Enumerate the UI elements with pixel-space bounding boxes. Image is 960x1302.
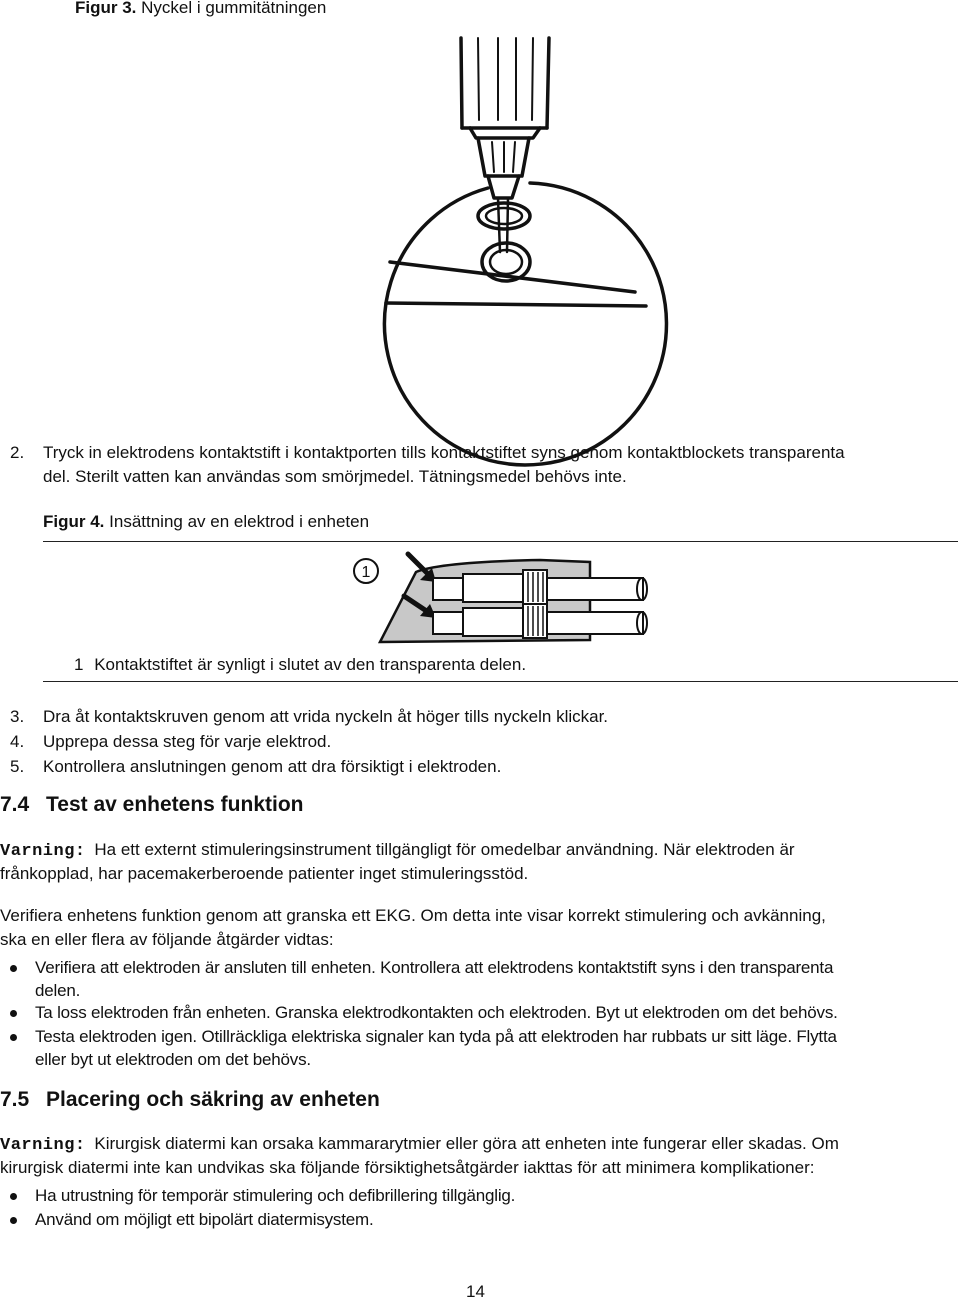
step-5 bbox=[10, 755, 950, 780]
bullet-dot-icon bbox=[10, 1217, 17, 1224]
bullet-item bbox=[0, 1025, 960, 1071]
paragraph-line-2: ska en eller flera av följande åtgärder vidtas: bbox=[0, 930, 334, 949]
steps-list bbox=[10, 705, 950, 780]
warning-line-2: kirurgisk diatermi inte kan undvikas ska följande försiktighetsåtgärder iakttas för att minimera komplikationer: bbox=[0, 1158, 815, 1177]
bullet-item bbox=[0, 1208, 960, 1231]
figure-4-electrode-illustration bbox=[0, 540, 960, 660]
step-2-number: 2. bbox=[10, 443, 25, 462]
section-7-5-heading bbox=[0, 1087, 380, 1113]
warning-line-1: Ha ett externt stimuleringsinstrument tillgängligt för omedelbar användning. När elektroden är bbox=[94, 840, 795, 859]
figure-3-key-illustration bbox=[0, 0, 960, 420]
section-7-4-paragraph-2 bbox=[0, 928, 334, 952]
bullet-line-2: eller byt ut elektroden om det behövs. bbox=[35, 1050, 311, 1069]
section-7-4-warning bbox=[0, 838, 795, 864]
bullet-line-1: Ta loss elektroden från enheten. Granska elektrodkontakten och elektroden. Byt ut elektroden om det behövs. bbox=[35, 1003, 838, 1022]
figure-4-legend-text: Kontaktstiftet är synligt i slutet av den transparenta delen. bbox=[94, 655, 527, 674]
section-7-5-warning-cont bbox=[0, 1156, 814, 1180]
warning-label: Varning: bbox=[0, 842, 86, 861]
step-3-number: 3. bbox=[10, 707, 25, 726]
bullet-item bbox=[0, 1184, 960, 1207]
figure-4-bottom-rule bbox=[43, 681, 958, 682]
bullet-text: Använd om möjligt ett bipolärt diatermisystem. bbox=[35, 1210, 374, 1229]
figure-4-legend bbox=[74, 653, 526, 677]
bullet-dot-icon bbox=[10, 1034, 17, 1041]
page-number: 14 bbox=[466, 1282, 485, 1301]
bullet-item bbox=[0, 956, 960, 1002]
step-4-text: Upprepa dessa steg för varje elektrod. bbox=[43, 732, 332, 751]
figure-3-label: Figur 3. bbox=[75, 0, 137, 17]
figure-4-label: Figur 4. bbox=[43, 512, 105, 531]
bullet-line-1: Testa elektroden igen. Otillräckliga elektriska signaler kan tyda på att elektroden har rubbats ur sitt läge. Flytta bbox=[35, 1027, 837, 1046]
figure-4-caption bbox=[43, 510, 369, 534]
section-7-4-title: Test av enhetens funktion bbox=[46, 793, 304, 816]
step-2-line-1: Tryck in elektrodens kontaktstift i kontaktporten tills kontaktstiftet syns genom kontaktblockets transparenta bbox=[43, 443, 845, 462]
paragraph-line-1: Verifiera enhetens funktion genom att granska ett EKG. Om detta inte visar korrekt stimulering och avkänning, bbox=[0, 906, 826, 925]
figure-4-caption-text: Insättning av en elektrod i enheten bbox=[109, 512, 370, 531]
step-2-line-2: del. Sterilt vatten kan användas som smörjmedel. Tätningsmedel behövs inte. bbox=[43, 467, 627, 486]
step-2 bbox=[10, 441, 950, 489]
bullet-line-2: delen. bbox=[35, 981, 81, 1000]
step-3 bbox=[10, 705, 950, 730]
bullet-dot-icon bbox=[10, 1193, 17, 1200]
step-4 bbox=[10, 730, 950, 755]
step-4-number: 4. bbox=[10, 732, 25, 751]
warning-line-2: frånkopplad, har pacemakerberoende patienter inget stimuleringsstöd. bbox=[0, 864, 529, 883]
bullet-text: Ha utrustning för temporär stimulering och defibrillering tillgänglig. bbox=[35, 1186, 516, 1205]
step-3-text: Dra åt kontaktskruven genom att vrida nyckeln åt höger tills nyckeln klickar. bbox=[43, 707, 609, 726]
step-5-text: Kontrollera anslutningen genom att dra försiktigt i elektroden. bbox=[43, 757, 502, 776]
bullet-item bbox=[0, 1001, 960, 1024]
step-5-number: 5. bbox=[10, 757, 25, 776]
section-7-5-number: 7.5 bbox=[0, 1088, 30, 1111]
bullet-dot-icon bbox=[10, 965, 17, 972]
section-7-4-heading bbox=[0, 792, 304, 818]
bullet-line-1: Verifiera att elektroden är ansluten till enheten. Kontrollera att elektrodens kontaktstift syns i den transparenta bbox=[35, 958, 834, 977]
warning-line-1: Kirurgisk diatermi kan orsaka kammararytmier eller göra att enheten inte fungerar eller skadas. Om bbox=[94, 1134, 839, 1153]
warning-label: Varning: bbox=[0, 1136, 86, 1155]
section-7-4-paragraph-1 bbox=[0, 904, 826, 928]
figure-3-caption-text: Nyckel i gummitätningen bbox=[141, 0, 327, 17]
section-7-4-number: 7.4 bbox=[0, 793, 30, 816]
section-7-5-warning bbox=[0, 1132, 839, 1158]
bullet-dot-icon bbox=[10, 1010, 17, 1017]
callout-number: 1 bbox=[361, 564, 371, 581]
section-7-5-title: Placering och säkring av enheten bbox=[46, 1088, 380, 1111]
figure-4-legend-number: 1 bbox=[74, 655, 84, 674]
section-7-4-warning-cont bbox=[0, 862, 528, 886]
